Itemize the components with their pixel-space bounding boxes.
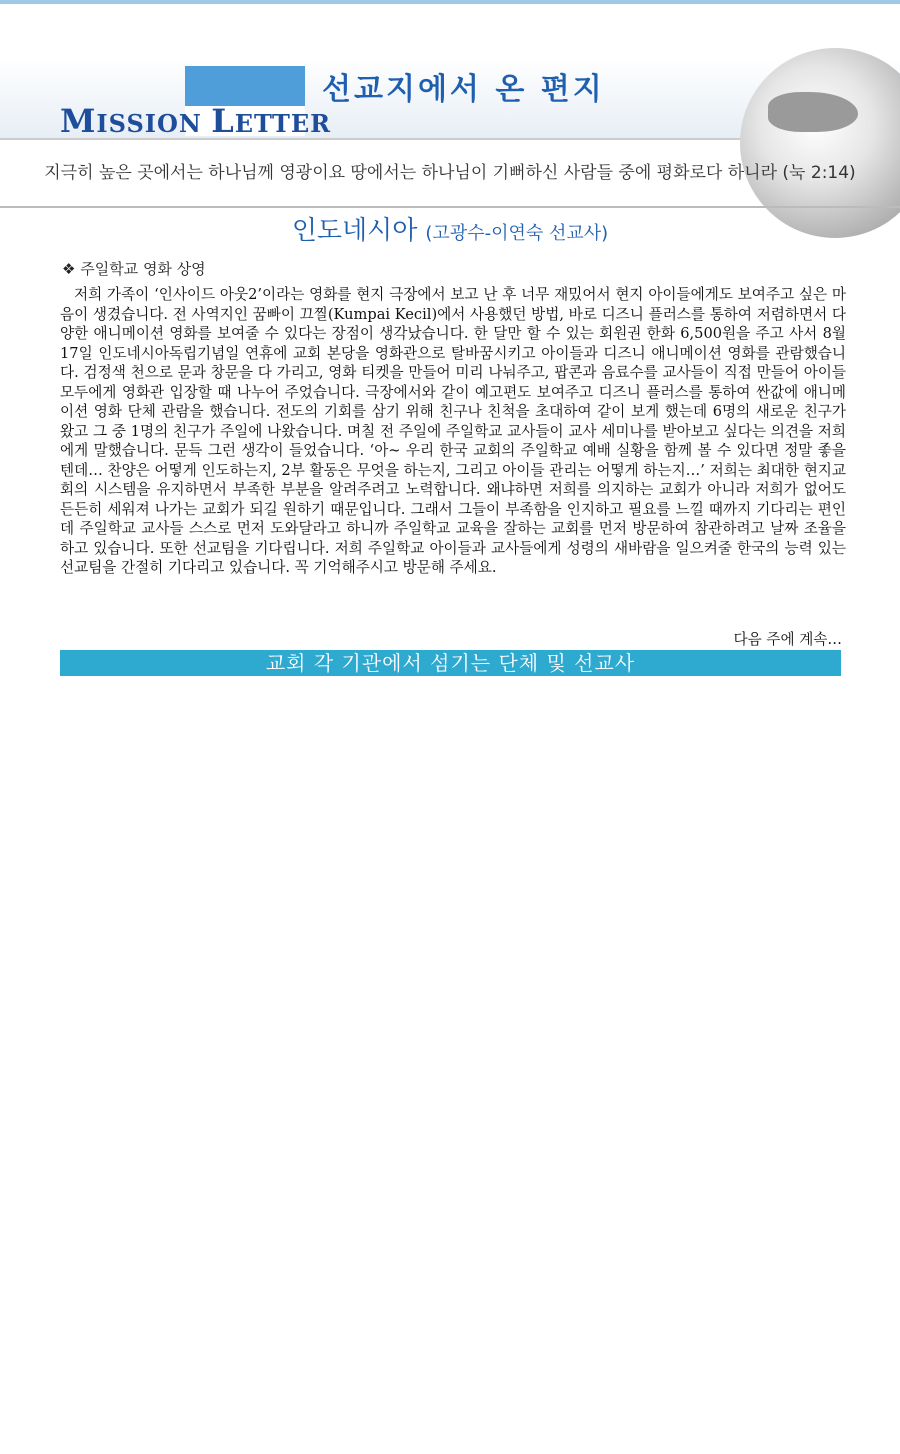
country-heading [0, 210, 900, 247]
page-title: 선교지에서 온 편지 [322, 72, 605, 107]
banner-stripe [185, 66, 305, 106]
scripture-verse: 지극히 높은 곳에서는 하나님께 영광이요 땅에서는 하나님이 기뻐하신 사람들 중에 평화로다 하니라 (눅 2:14) [0, 140, 900, 208]
mission-letter-logo: MISSION LETTER [60, 102, 332, 140]
missionary-names: (고광수-이연숙 선교사) [425, 223, 609, 244]
continued-note: 다음 주에 계속… [733, 631, 842, 648]
mission-letter-banner [0, 4, 900, 140]
table-title: 교회 각 기관에서 섬기는 단체 및 선교사 [60, 650, 841, 676]
section-heading: ❖ 주일학교 영화 상영 [62, 260, 206, 278]
country-name: 인도네시아 [291, 216, 418, 246]
letter-body: 저희 가족이 ‘인사이드 아웃2’이라는 영화를 현지 극장에서 보고 난 후 너무 재밌어서 현지 아이들에게도 보여주고 싶은 마음이 생겼습니다. 전 사역지인 꿈빠이 끄찔(Kumpai Kecil)에서 사용했던 방법, 바로 디즈니 플러스를 통하여 저렴하면서 다양한 애니메이션 영화를 보여줄 수 있다는 장점이 생각났습니다. 한 달만 할 수 있는 회원권 한화 6,500원을 주고 사서 8월 17일 인도네시아독립기념일 연휴에 교회 본당을 영화관으로 탈바꿈시키고 아이들과 디즈니 애니메이션 영화를 관람했습니다. 검정색 천으로 문과 창문을 다 가리고, 영화 티켓을 만들어 미리 나눠주고, 팝콘과 음료수를 교사들이 직접 만들어 아이들 모두에게 영화관 입장할 때 나누어 주었습니다. 극장에서와 같이 예고편도 보여주고 디즈니 플러스를 통하여 싼값에 애니메이션 영화 단체 관람을 했습니다. 전도의 기회를 삼기 위해 친구나 친척을 초대하여 같이 보게 했는데 6명의 새로운 친구가 왔고 그 중 1명의 친구가 주일에 나왔습니다. 며칠 전 주일에 주일학교 교사들이 교사 세미나를 받아보고 싶다는 의견을 저희에게 말했습니다. 문득 그런 생각이 들었습니다. ‘아~ 우리 한국 교회의 주일학교 예배 실황을 함께 볼 수 있다면 정말 좋을텐데… 찬양은 어떻게 인도하는지, 2부 활동은 무엇을 하는지, 그리고 아이들 관리는 어떻게 하는지…’ 저희는 최대한 현지교회의 시스템을 유지하면서 부족한 부분을 알려주려고 노력합니다. 왜냐하면 저희를 의지하는 교회가 아니라 저희가 없어도 든든히 세워져 나가는 교회가 되길 원하기 때문입니다. 그래서 그들이 부족함을 인지하고 필요를 느낄 때까지 기다리는 편인데 주일학교 교사들 스스로 먼저 도와달라고 하니까 주일학교 교육을 잘하는 교회를 먼저 방문하여 참관하려고 날짜 조율을 하고 있습니다. 또한 선교팀을 기다립니다. 저희 주일학교 아이들과 교사들에게 성령의 새바람을 일으켜줄 한국의 능력 있는 선교팀을 간절히 기다리고 있습니다. 꼭 기억해주시고 방문해 주세요. [60, 286, 846, 576]
globe-land-icon [768, 92, 858, 132]
